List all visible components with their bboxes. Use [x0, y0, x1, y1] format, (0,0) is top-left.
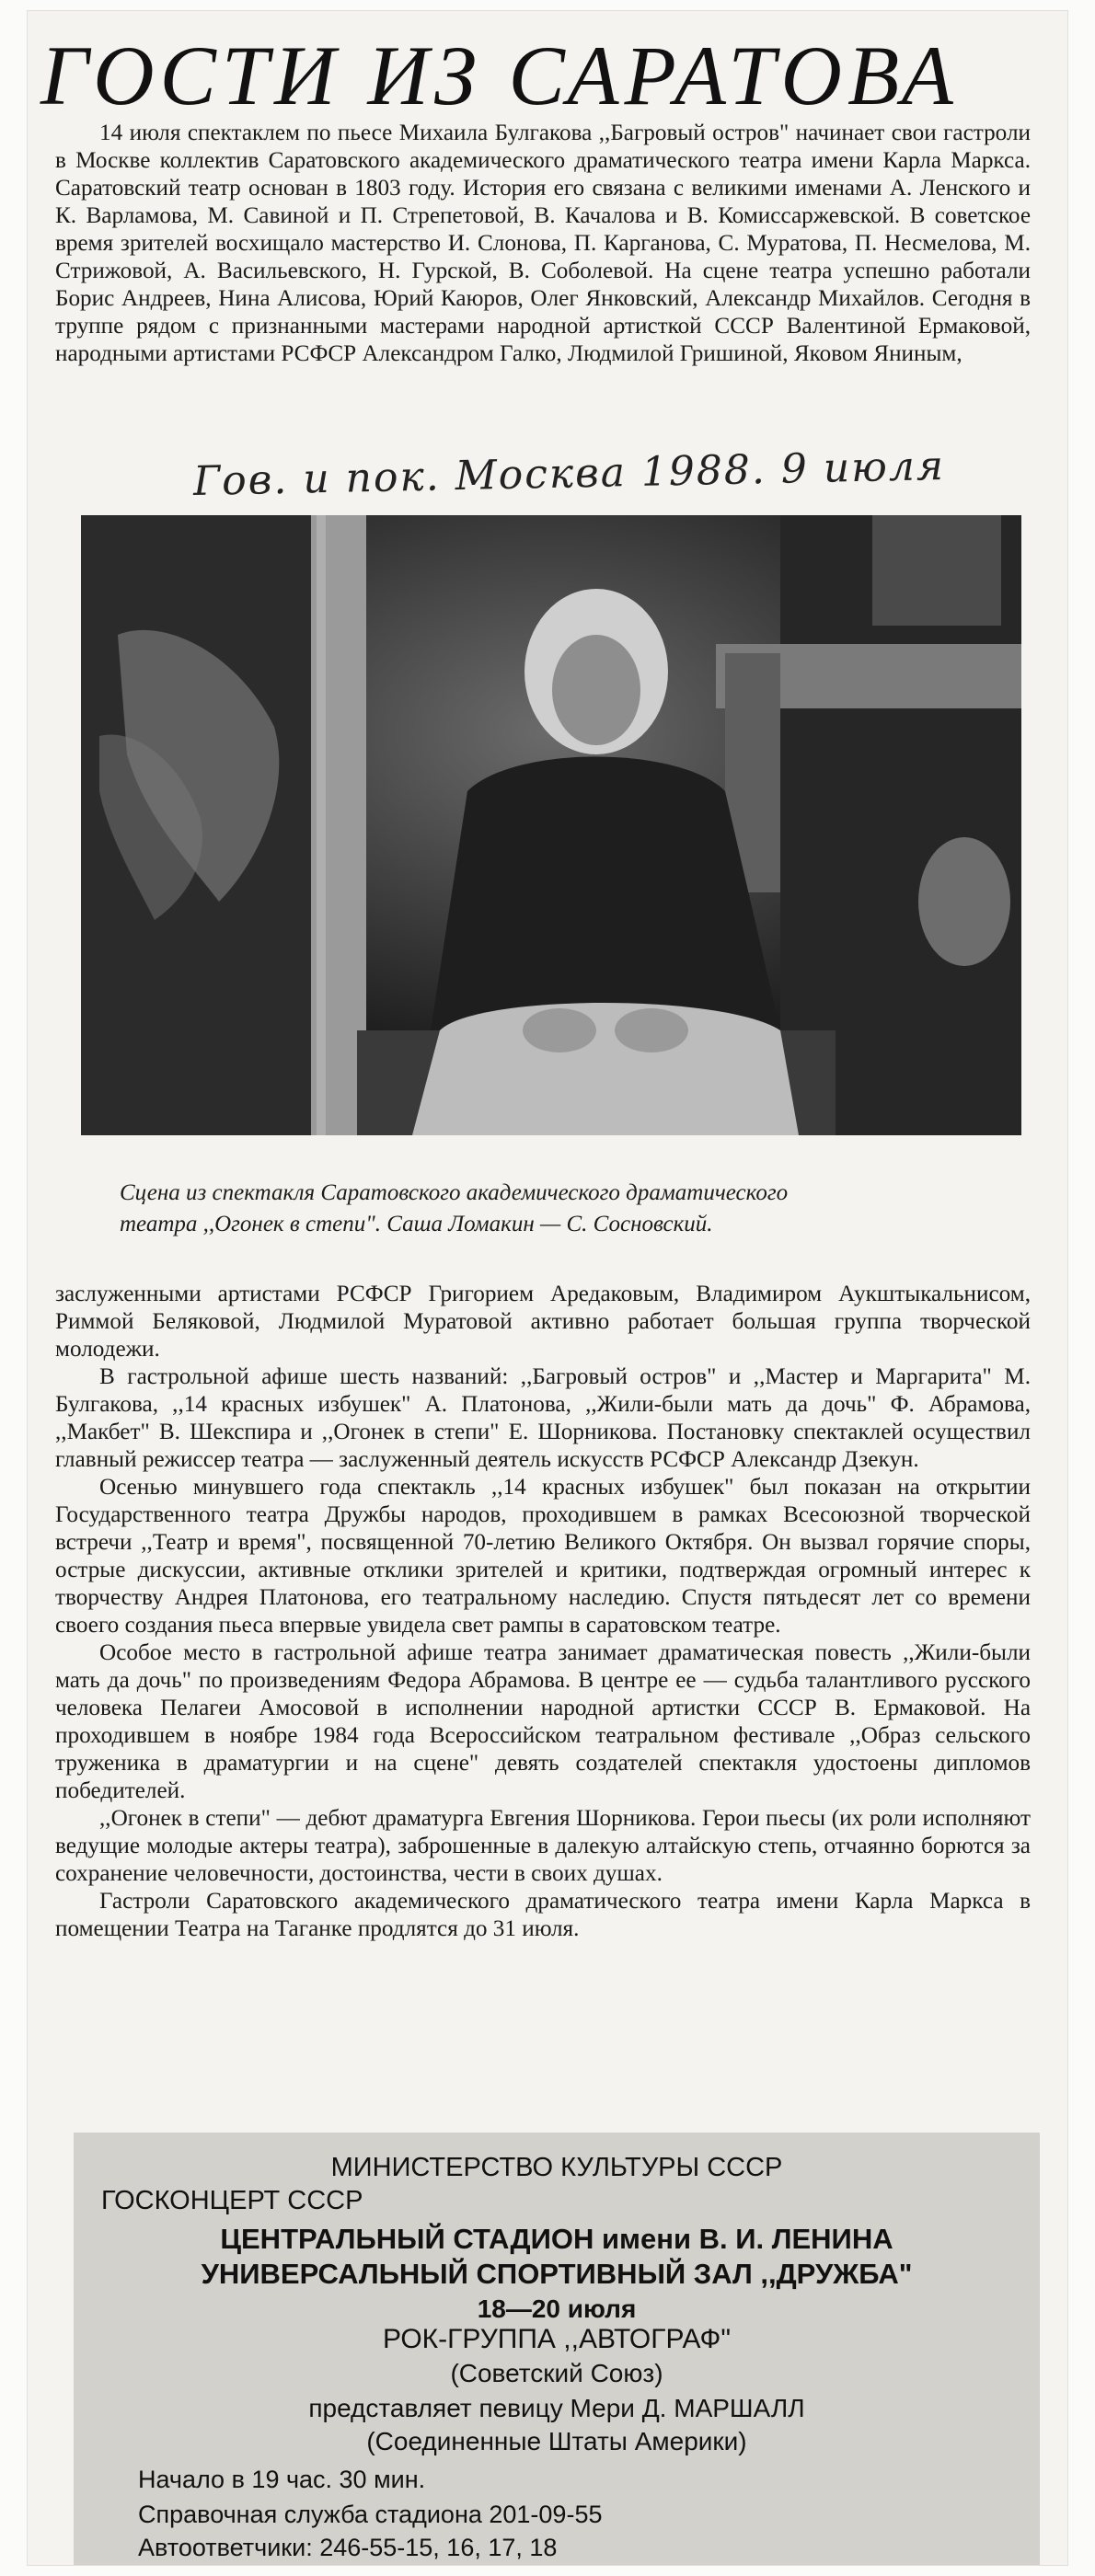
ad-info-phone: Справочная служба стадиона 201-09-55 — [138, 2501, 603, 2528]
ad-band-country: (Советский Союз) — [450, 2359, 663, 2387]
stage-photo — [81, 515, 1021, 1135]
handwritten-date-note: Гов. и пок. Москва 1988. 9 июля — [192, 442, 946, 506]
caption-line-2: театра ,,Огонек в степи". Саша Ломакин — С. Сосновский. — [120, 1212, 713, 1236]
ad-ministry: МИНИСТЕРСТВО КУЛЬТУРЫ СССР — [330, 2153, 783, 2182]
article-paragraph: Особое место в гастрольной афише театра занимает драматическая повесть ,,Жили-были мать да дочь" по произведениям Федора Абрамова. В центре ее — судьба талантливого русского человека Пелагеи Амосовой в исполнении народной артистки СССР В. Ермаковой. На проходившем в ноябре 1984 года Всероссийском театральном фестивале ,,Образ сельского труженика в драматургии и на сцене" девять создателей спектакля удостоены дипломов победителей. — [55, 1640, 1031, 1803]
article-paragraph: В гастрольной афише шесть названий: ,,Багровый остров" и ,,Мастер и Маргарита" М. Булгакова, ,,14 красных избушек" А. Платонова, ,,Жили-были мать да дочь" Ф. Абрамова, ,,Макбет" В. Шекспира и ,,Огонек в степи" Е. Шорникова. Постановку спектаклей осуществил главный режиссер театра — заслуженный деятель искусств РСФСР Александр Дзекун. — [55, 1364, 1031, 1472]
ad-singer-country: (Соединенные Штаты Америки) — [366, 2427, 747, 2455]
photo-caption — [120, 1178, 1031, 1240]
article-paragraph: Гастроли Саратовского академического драматического театра имени Карла Маркса в помещении Театра на Таганке продлятся до 31 июля. — [55, 1889, 1031, 1941]
ad-band: РОК-ГРУППА ,,АВТОГРАФ" — [383, 2324, 731, 2354]
article-paragraph: ,,Огонек в степи" — дебют драматурга Евгения Шорникова. Герои пьесы (их роли исполняют ведущие молодые актеры театра), заброшенные в далекую алтайскую степь, отчаянно борются за сохранение человечности, достоинства, чести в своих душах. — [55, 1806, 1031, 1886]
article-paragraph: заслуженными артистами РСФСР Григорием Аредаковым, Владимиром Аукштыкальнисом, Риммой Беляковой, Людмилой Муратовой активно работает большая группа творческой молодежи. — [55, 1282, 1031, 1362]
intro-paragraph: 14 июля спектаклем по пьесе Михаила Булгакова ,,Багровый остров" начинает свои гастроли в Москве коллектив Саратовского академического драматического театра имени Карла Маркса. Саратовский театр основан в 1803 году. История его связана с великими именами А. Ленского и К. Варламова, М. Савиной и П. Стрепетовой, В. Качалова и В. Комиссаржевской. В советское время зрителей восхищало мастерство И. Слонова, П. Карганова, С. Муратова, П. Несмелова, М. Стрижовой, А. Васильевского, Н. Гурской, В. Соболевой. На сцене театра успешно работали Борис Андреев, Нина Алисова, Юрий Каюров, Олег Янковский, Александр Михайлов. Сегодня в труппе рядом с признанными мастерами народной артисткой СССР Валентиной Ермаковой, народными артистами РСФСР Александром Галко, Людмилой Гришиной, Яковом Яниным, — [55, 121, 1031, 366]
article-paragraph: Осенью минувшего года спектакль ,,14 красных избушек" был показан на открытии Государственного театра Дружбы народов, проходившем в рамках Всесоюзной творческой встречи ,,Театр и время", посвященной 70-летию Великого Октября. Он вызвал горячие споры, острые дискуссии, активные отклики зрителей и критики, подтверждая огромный интерес к творчеству Андрея Платонова, его театральному наследию. Спустя пятьдесят лет со времени своего создания пьеса впервые увидела свет рампы в саратовском театре. — [55, 1475, 1031, 1638]
article-intro — [55, 120, 1031, 368]
ad-stadium: ЦЕНТРАЛЬНЫЙ СТАДИОН имени В. И. ЛЕНИНА — [220, 2223, 893, 2255]
ad-presents: представляет певицу Мери Д. МАРШАЛЛ — [308, 2394, 805, 2422]
stage-photo-illustration — [81, 515, 1021, 1135]
article-continuation — [55, 1281, 1031, 1943]
ad-goskoncert: ГОСКОНЦЕРТ СССР — [101, 2186, 363, 2215]
ad-hall: УНИВЕРСАЛЬНЫЙ СПОРТИВНЫЙ ЗАЛ ,,ДРУЖБА" — [201, 2258, 913, 2290]
caption-line-1: Сцена из спектакля Саратовского академического драматического — [120, 1180, 789, 1205]
ad-dates: 18—20 июля — [477, 2294, 637, 2323]
concert-advertisement — [74, 2133, 1040, 2565]
ad-answering-machines: Автоответчики: 246-55-15, 16, 17, 18 — [138, 2534, 558, 2561]
ad-start-time: Начало в 19 час. 30 мин. — [138, 2466, 426, 2493]
article-headline: ГОСТИ ИЗ САРАТОВА — [40, 29, 959, 122]
